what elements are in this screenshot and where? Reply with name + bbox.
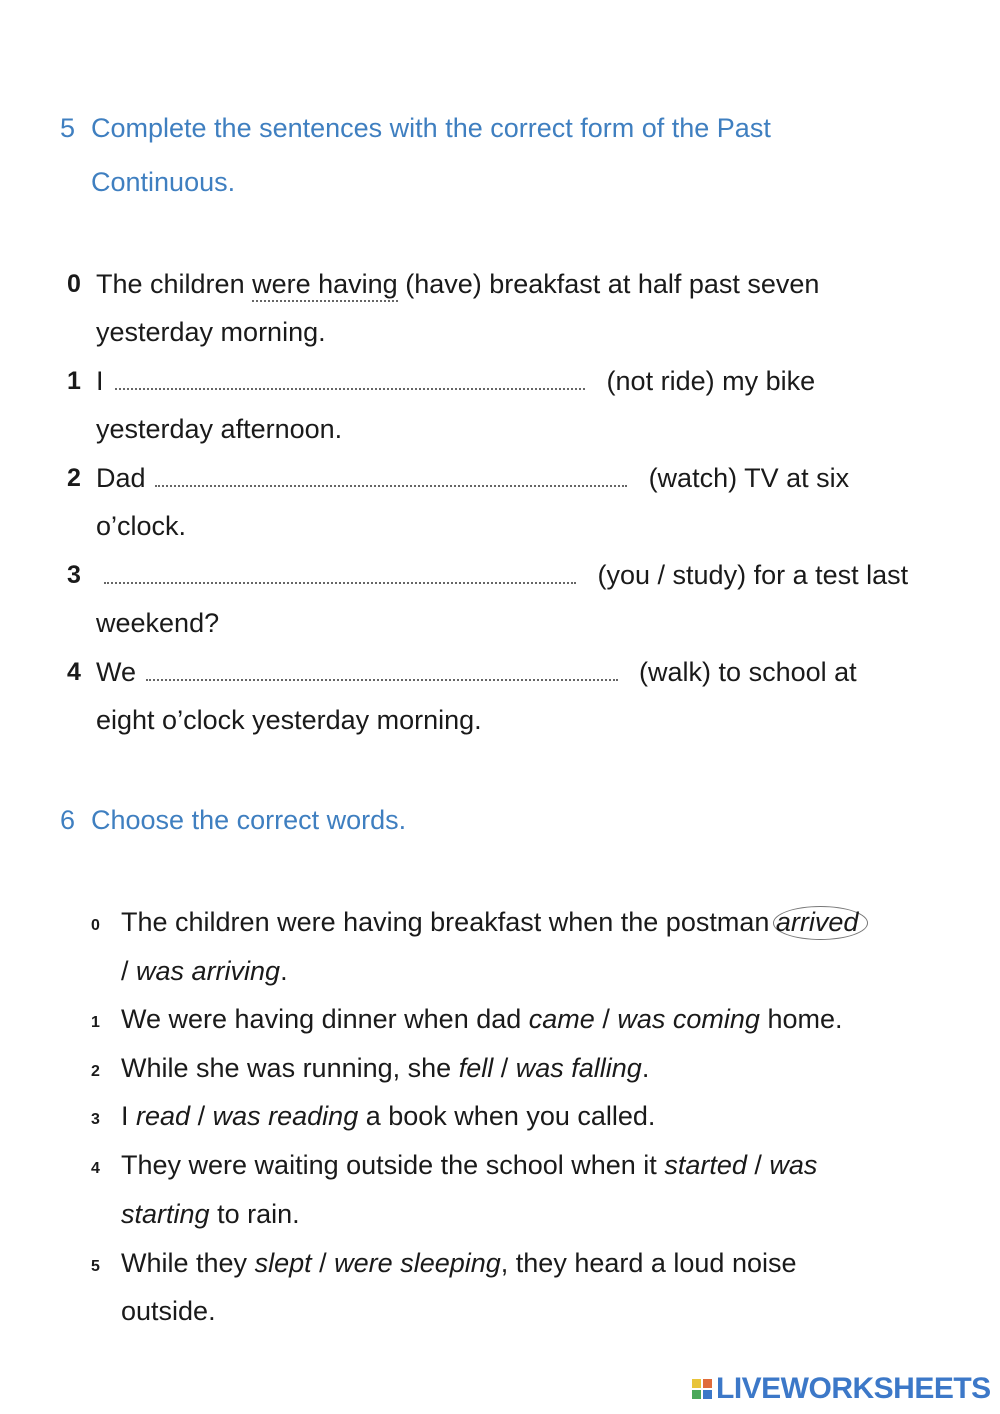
exercise-6-number: 6 [60, 805, 76, 835]
option-1[interactable]: slept [254, 1248, 312, 1278]
sentence-continuation: eight o’clock yesterday morning. [96, 705, 482, 735]
sentence-continuation [121, 1198, 300, 1230]
sentence-end: . [280, 956, 288, 986]
option-separator: / [319, 1248, 327, 1278]
item-number: 5 [91, 1258, 100, 1275]
exercise-5-number: 5 [60, 113, 76, 143]
logo-icon [692, 1379, 712, 1399]
sentence-line [96, 462, 849, 494]
sentence-start: We were having dinner when dad [121, 1004, 522, 1034]
sentence-end: a book when you called. [365, 1101, 656, 1131]
answer-blank-input[interactable] [146, 657, 618, 681]
item-number: 1 [91, 1014, 100, 1031]
sentence-end: , they heard a loud noise [500, 1248, 797, 1278]
exercise-5-instruction-line1: Complete the sentences with the correct form of the Past [91, 113, 771, 143]
sentence-line [121, 906, 868, 938]
option-1[interactable]: fell [458, 1053, 494, 1083]
option-1[interactable]: came [528, 1004, 595, 1034]
option-separator: / [197, 1101, 206, 1131]
option-1[interactable]: read [136, 1101, 191, 1131]
sentence-line [121, 1149, 817, 1181]
verb-hint: (not ride) my bike [606, 366, 816, 396]
exercise-6-instruction: Choose the correct words. [91, 805, 407, 835]
option-2[interactable]: was reading [212, 1101, 359, 1131]
sentence-continuation: o’clock. [96, 511, 187, 541]
answer-blank-input[interactable] [104, 560, 576, 584]
answer-blank-input[interactable] [155, 463, 627, 487]
option-2-part1[interactable]: was [769, 1150, 818, 1180]
item-number: 0 [91, 917, 100, 934]
answer-blank-input[interactable] [115, 366, 585, 390]
example-answer: were having [252, 269, 398, 302]
verb-hint: (have) breakfast at half past seven [405, 269, 820, 299]
sentence-line [96, 656, 857, 688]
verb-hint: (you / study) for a test last [597, 560, 909, 590]
sentence-start: The children [96, 269, 245, 299]
item-number: 4 [91, 1160, 100, 1177]
option-1-selected[interactable]: arrived [773, 906, 869, 940]
option-2[interactable]: was arriving [136, 956, 281, 986]
option-separator: / [602, 1004, 610, 1034]
sentence-continuation: outside. [121, 1296, 216, 1326]
option-2[interactable]: were sleeping [334, 1248, 501, 1278]
option-2[interactable]: was coming [617, 1004, 760, 1034]
option-separator: / [754, 1150, 762, 1180]
sentence-line [121, 1247, 797, 1279]
sentence-start: I [121, 1101, 129, 1131]
sentence-end: to rain. [217, 1199, 300, 1229]
sentence-start: We [96, 657, 137, 687]
sentence-line [121, 1052, 649, 1084]
exercise-5-instruction-line2: Continuous. [91, 167, 236, 197]
sentence-continuation: yesterday afternoon. [96, 414, 343, 444]
verb-hint: (walk) to school at [639, 657, 857, 687]
option-1[interactable]: started [664, 1150, 747, 1180]
item-number: 2 [67, 464, 81, 492]
option-separator: / [121, 956, 129, 986]
sentence-continuation: weekend? [96, 608, 220, 638]
sentence-continuation [121, 955, 288, 987]
verb-hint: (watch) TV at six [648, 463, 850, 493]
item-number: 0 [67, 270, 81, 298]
option-2[interactable]: was falling [515, 1053, 642, 1083]
sentence-start: Dad [96, 463, 146, 493]
sentence-end: . [641, 1053, 650, 1083]
sentence-line [121, 1100, 655, 1132]
item-number: 3 [91, 1111, 100, 1128]
sentence-start: While she was running, she [121, 1053, 452, 1083]
sentence-continuation: yesterday morning. [96, 317, 326, 347]
item-number: 2 [91, 1063, 100, 1080]
liveworksheets-logo [692, 1372, 991, 1406]
option-separator: / [500, 1053, 509, 1083]
item-number: 4 [67, 658, 81, 686]
item-number: 1 [67, 367, 81, 395]
sentence-start: While they [121, 1248, 248, 1278]
exercise-6-heading [60, 793, 406, 847]
sentence-start: They were waiting outside the school when it [121, 1150, 657, 1180]
option-2-part2[interactable]: starting [121, 1199, 210, 1229]
brand-name: LIVEWORKSHEETS [716, 1372, 991, 1405]
sentence-start: I [96, 366, 104, 396]
exercise-5-heading [60, 101, 920, 209]
sentence-end: home. [767, 1004, 843, 1034]
sentence-start: The children were having breakfast when the postman [121, 907, 770, 937]
sentence-line [121, 1003, 842, 1035]
sentence-line [104, 559, 908, 591]
sentence-line [96, 268, 819, 300]
item-number: 3 [67, 561, 81, 589]
sentence-line [96, 365, 815, 397]
